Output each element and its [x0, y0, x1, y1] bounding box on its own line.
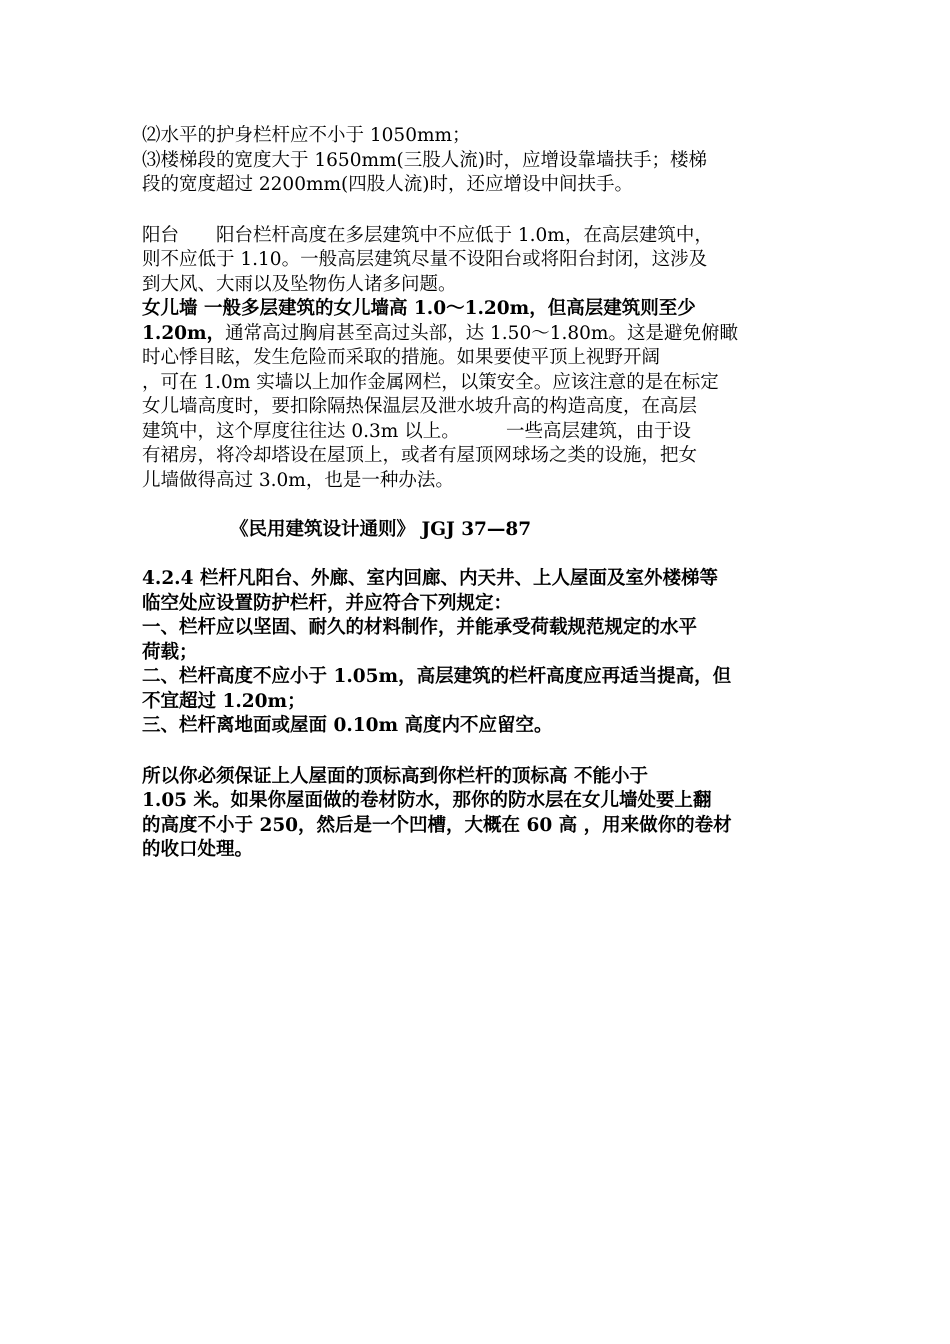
balcony-paragraph [142, 224, 808, 298]
text-line: 儿墙做得高过 3.0m，也是一种办法。 [142, 469, 454, 491]
text-line-bold: 4.2.4 栏杆凡阳台、外廊、室内回廊、内天井、上人屋面及室外楼梯等 [142, 568, 718, 589]
paragraph-gap [142, 198, 808, 224]
code-clause [142, 567, 808, 739]
text-line-bold: 三、栏杆离地面或屋面 0.10m 高度内不应留空。 [142, 715, 553, 736]
text-line-bold: 荷载； [142, 641, 198, 663]
text-line: 建筑中，这个厚度往往达 0.3m 以上。 一些高层建筑，由于设 [142, 420, 691, 442]
document-page [142, 124, 808, 863]
handrail-requirements [142, 124, 808, 198]
text-line: ，可在 1.0m 实墙以上加作金属网栏，以策安全。应该注意的是在标定 [142, 371, 719, 393]
text-line: 则不应低于 1.10。一般高层建筑尽量不设阳台或将阳台封闭，这涉及 [142, 249, 708, 270]
paragraph-gap [142, 543, 808, 567]
text-line: 到大风、大雨以及坠物伤人诸多问题。 [142, 273, 457, 295]
conclusion-paragraph [142, 765, 808, 863]
text-line-bold: 1.05 米。如果你屋面做的卷材防水，那你的防水层在女儿墙处要上翻 [142, 790, 712, 811]
text-line: ⑵水平的护身栏杆应不小于 1050mm； [142, 125, 471, 146]
paragraph-gap [142, 493, 808, 517]
text-line: ⑶楼梯段的宽度大于 1650mm(三股人流)时，应增设靠墙扶手；楼梯 [142, 149, 707, 171]
text-line-bold: 临空处应设置防护栏杆，并应符合下列规定： [142, 592, 513, 614]
text-line-bold: 二、栏杆高度不应小于 1.05m，高层建筑的栏杆高度应再适当提高，但 [142, 666, 732, 687]
text-line-bold: 不宜超过 1.20m； [142, 690, 306, 712]
text-line-bold: 的收口处理。 [142, 839, 254, 860]
text-line-bold: 一、栏杆应以坚固、耐久的材料制作，并能承受荷载规范规定的水平 [142, 617, 698, 638]
text-line: 时心悸目眩，发生危险而采取的措施。如果要使平顶上视野开阔 [142, 347, 661, 368]
bold-fragment: 1.20m， [142, 322, 226, 344]
text-line: 女儿墙高度时，要扣除隔热保温层及泄水坡升高的构造高度，在高层 [142, 396, 698, 417]
code-title: 《民用建筑设计通则》 JGJ 37—87 [230, 519, 532, 540]
text-line-bold: 女儿墙 一般多层建筑的女儿墙高 1.0～1.20m，但高层建筑则至少 [142, 298, 696, 319]
text-line: 段的宽度超过 2200mm(四股人流)时，还应增设中间扶手。 [142, 174, 633, 195]
paragraph-gap [142, 739, 808, 765]
text-line-mixed [142, 322, 808, 347]
text-line: 有裙房，将冷却塔设在屋顶上，或者有屋顶网球场之类的设施，把女 [142, 445, 698, 466]
parapet-paragraph [142, 297, 808, 493]
text-fragment: 通常高过胸肩甚至高过头部，达 1.50～1.80m。这是避免俯瞰 [225, 322, 738, 344]
text-line-bold: 所以你必须保证上人屋面的顶标高到你栏杆的顶标高 不能小于 [142, 765, 648, 787]
text-line-bold: 的高度不小于 250，然后是一个凹槽，大概在 60 高 ，用来做你的卷材 [142, 814, 732, 836]
text-line: 阳台 阳台栏杆高度在多层建筑中不应低于 1.0m，在高层建筑中， [142, 224, 713, 246]
